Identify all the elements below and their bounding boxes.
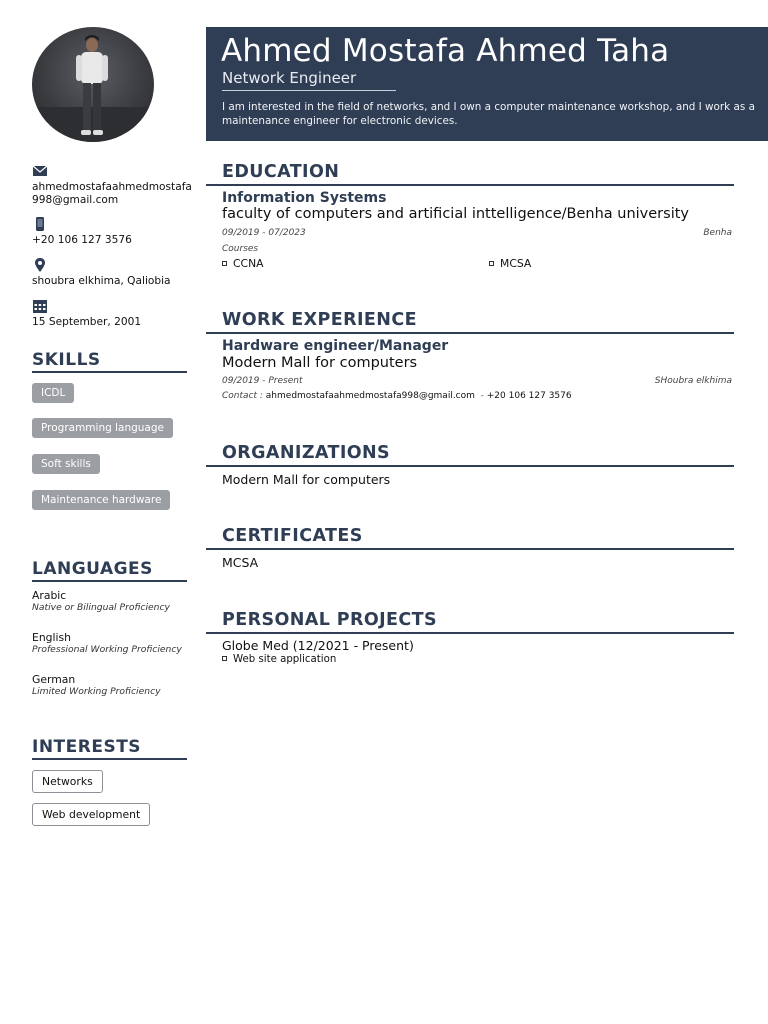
skill-tag: Programming language [32,418,173,438]
language-item [32,589,192,614]
location-pin-icon [32,257,48,273]
contact-email [32,163,192,207]
project-bullet [222,654,336,665]
job-title: Network Engineer [222,69,396,91]
course-name: CCNA [233,257,264,270]
interest-tag: Web development [32,803,150,826]
projects-heading: PERSONAL PROJECTS [206,609,734,634]
work-location: SHoubra elkhima [654,376,732,386]
address-text: shoubra elkhima, Qaliobia [32,275,171,287]
contact-address [32,257,192,288]
courses-label: Courses [222,244,259,254]
certificates-heading: CERTIFICATES [206,525,734,550]
languages-heading: LANGUAGES [32,559,187,582]
organization-item: Modern Mall for computers [222,472,391,487]
language-name: English [32,631,71,644]
birthday-text: 15 September, 2001 [32,316,142,328]
email-text: ahmedmostafaahmedmostafa998@gmail.com [32,181,192,206]
phone-text: +20 106 127 3576 [32,234,132,246]
education-school: faculty of computers and artificial inttelligence/Benha university [222,206,689,222]
profile-summary: I am interested in the field of networks, and I own a computer maintenance workshop, and I work as a maintenance engineer for electronic devices. [222,101,755,127]
course-name: MCSA [500,257,532,270]
project-title: Globe Med (12/2021 - Present) [222,638,414,653]
certificate-item: MCSA [222,555,259,570]
project-bullet-text: Web site application [233,654,337,665]
skills-heading: SKILLS [32,350,187,373]
interests-heading: INTERESTS [32,737,187,760]
skill-tag: Maintenance hardware [32,490,170,510]
language-item [32,673,192,698]
contact-birthday [32,298,192,329]
language-level: Limited Working Proficiency [32,686,161,697]
course-item [222,257,264,270]
language-level: Native or Bilingual Proficiency [32,602,170,613]
education-field: Information Systems [222,190,387,206]
work-role: Hardware engineer/Manager [222,338,449,354]
envelope-icon [32,163,48,179]
language-level: Professional Working Proficiency [32,644,182,655]
contact-email-link[interactable]: ahmedmostafaahmedmostafa998@gmail.com [265,391,475,401]
bullet-icon [222,261,227,266]
contact-phone [32,216,192,247]
person-photo-icon [32,27,154,142]
profile-photo [32,27,154,142]
header-banner [206,27,768,141]
contact-label: Contact : [222,391,263,401]
work-contact [222,391,572,401]
bullet-icon [222,656,227,661]
full-name: Ahmed Mostafa Ahmed Taha [221,33,670,69]
skill-tag: ICDL [32,383,74,403]
language-name: Arabic [32,589,67,602]
bullet-icon [489,261,494,266]
course-item [489,257,531,270]
language-name: German [32,673,76,686]
contact-phone-link[interactable]: +20 106 127 3576 [486,391,572,401]
language-item [32,631,192,656]
contact-separator: - [480,391,484,401]
work-company: Modern Mall for computers [222,355,418,371]
organizations-heading: ORGANIZATIONS [206,442,734,467]
interest-tag: Networks [32,770,103,793]
education-dates: 09/2019 - 07/2023 [222,228,306,238]
education-location: Benha [703,228,732,238]
phone-icon [32,216,48,232]
calendar-icon [32,298,48,314]
education-heading: EDUCATION [206,161,734,186]
work-heading: WORK EXPERIENCE [206,309,734,334]
skill-tag: Soft skills [32,454,100,474]
work-dates: 09/2019 - Present [222,376,303,386]
